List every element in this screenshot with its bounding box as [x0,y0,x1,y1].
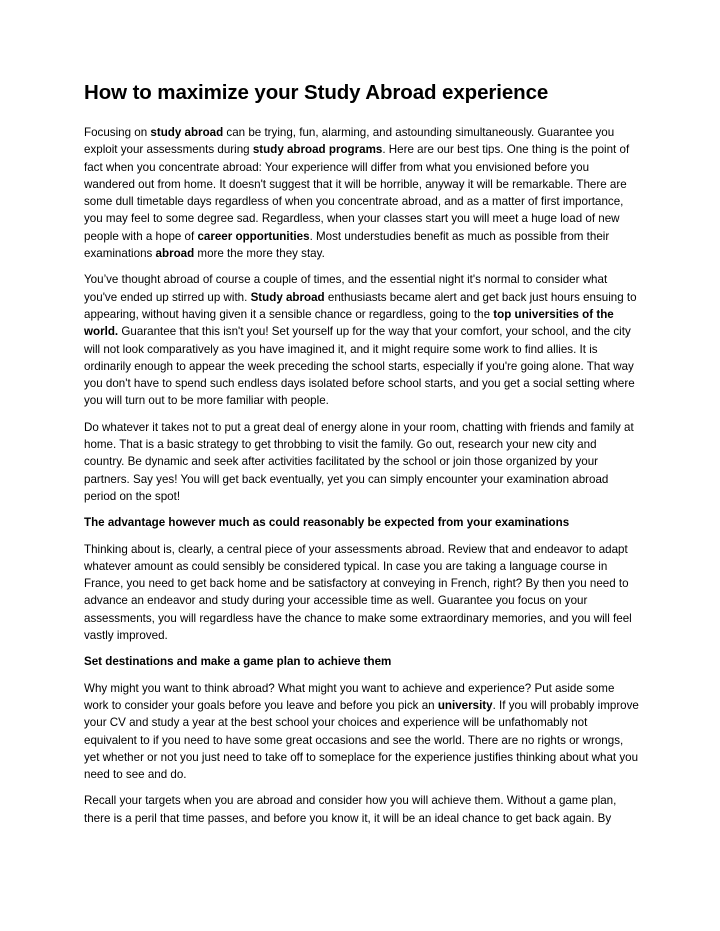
text-run: Do whatever it takes not to put a great deal of energy alone in your room, chatting with friends and family at home. That is a basic strategy to get throbbing to visit the family. Go out, research your new city and country. Be dynamic and seek after activities facilitated by the school or join those organized by your partners. Say yes! You will get back eventually, yet you can simply encounter your examination abroad period on the spot! [84,420,634,503]
body-paragraph [84,271,640,409]
document-body [84,124,640,827]
text-run: can be trying, fun, alarming, and astounding simultaneously. Guarantee you exploit your assessments during [84,126,615,157]
text-run: You’ve thought abroad of course a couple of times, and the essential night it's normal to consider what you've ended up stirred up with. [84,273,608,304]
bold-text-run: study abroad programs [252,143,383,157]
bold-text-run: study abroad [150,126,224,139]
text-run: . Here are our best tips. One thing is the point of fact when you concentrate abroad: Your experience will differ from what you envisioned before you wandered out from home. It doesn't suggest that it will be horrible, anyway it will be remarkable. There are some dull timetable days regardless of when you concentrate abroad, and as a matter of first importance, you may feel to some degree sad. Regardless, when your classes start you will meet a huge load of new people with a hope of [84,143,630,243]
text-run: Why might you want to think abroad? What might you want to achieve and experience? Put aside some work to consider your goals before you leave and before you pick an [84,681,615,712]
document-page [84,80,640,836]
bold-text-run: abroad [155,247,195,261]
bold-text-run: career opportunities [197,229,310,243]
bold-text-run: The advantage however much as could reasonably be expected from your examinations [84,516,570,530]
text-run: Recall your targets when you are abroad and consider how you will achieve them. Without a game plan, there is a peril that time passes, and before you know it, it will be an ideal chance to get back again. By [84,794,617,825]
body-paragraph [84,541,640,645]
text-run: enthusiasts became alert and get back just hours ensuing to appearing, without having given it a sensible chance or regardless, going to the [84,290,637,321]
text-run: Focusing on [84,126,151,139]
bold-text-run: Study abroad [250,290,325,304]
text-run: Thinking about is, clearly, a central piece of your assessments abroad. Review that and endeavor to adapt whatever amount as could sensibly be considered typical. In case you are taking a language course in France, you need to get back home and be satisfactory at conveying in French, right? By then you need to advance an endeavor and study during your accessible time as well. Guarantee you focus on your assessments, you will regardless have the chance to make some extraordinary memories, and you will feel vastly improved. [84,542,632,643]
body-paragraph [84,680,640,784]
body-paragraph [84,124,640,262]
bold-text-run: top universities of the world. [84,307,614,339]
text-run: more the more they stay. [194,247,325,261]
section-heading [84,653,640,670]
document-title: How to maximize your Study Abroad experience [84,81,549,104]
text-run: Guarantee that this isn't you! Set yourself up for the way that your comfort, your school, and the city will not look comparatively as you have imagined it, and it might require some work to find allies. It is ordinarily enough to appear the week preceding the school starts, especially if you're going alone. That way you don't have to spend such endless days isolated before school starts, and you get a social setting where you will turn out to be more familiar with people. [84,325,635,408]
bold-text-run: university [437,698,493,712]
section-heading [84,514,640,531]
text-run: . Most understudies benefit as much as possible from their examinations [84,229,610,261]
bold-text-run: Set destinations and make a game plan to achieve them [84,655,392,669]
body-paragraph [84,792,640,827]
body-paragraph [84,419,640,505]
text-run: . If you will probably improve your CV and study a year at the best school your choices and experience will be unfathomably not equivalent to if you need to have some great occasions and see the world. There are no rights or wrongs, yet whether or not you just need to take off to someplace for the experience justifies thinking about what you need to see and do. [84,698,639,782]
